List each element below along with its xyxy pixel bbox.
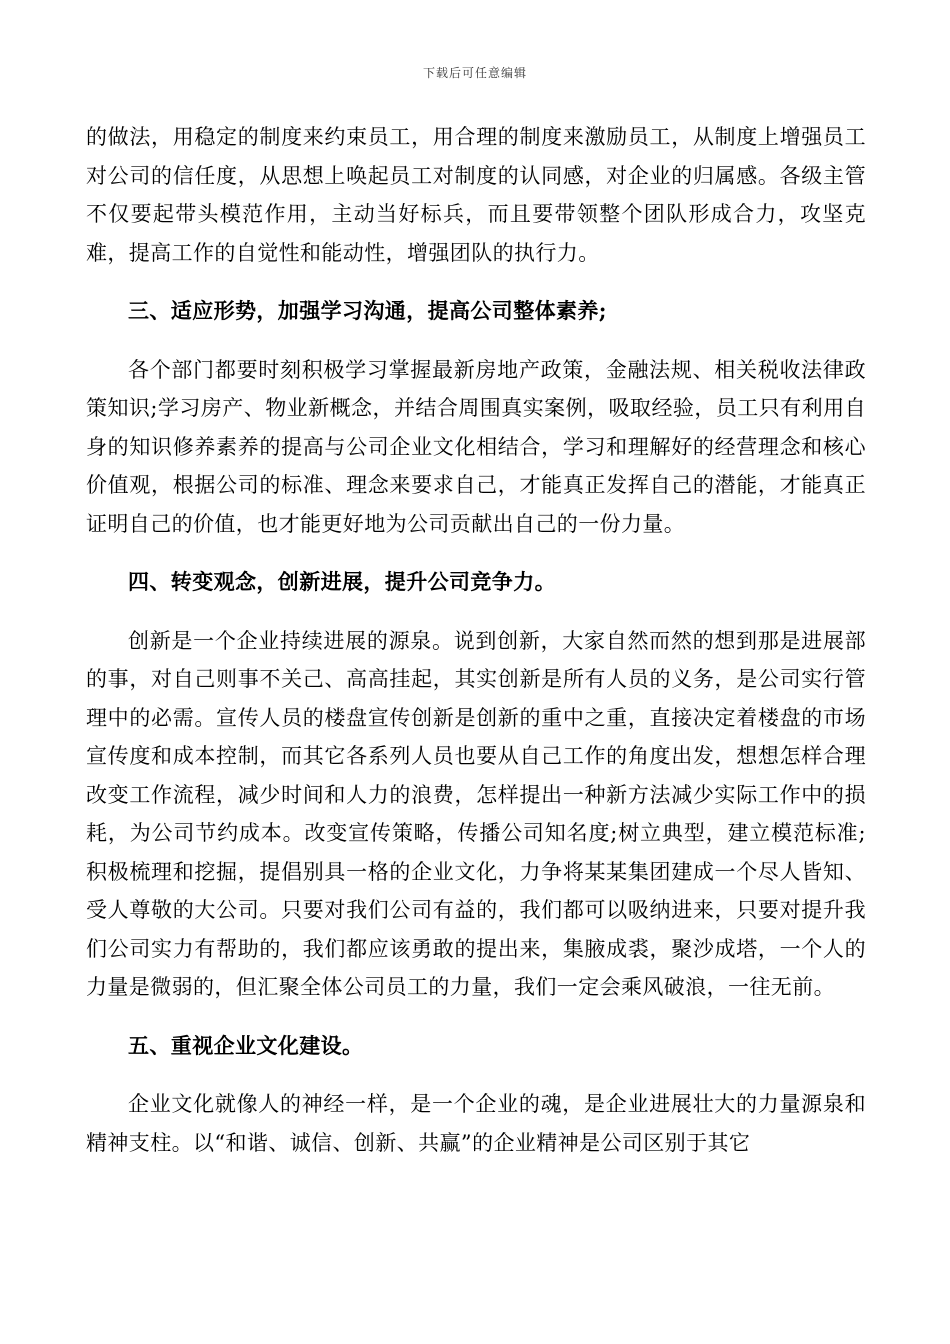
- document-body: [86, 118, 866, 1162]
- paragraph-section-5: 企业文化就像人的神经一样，是一个企业的魂，是企业进展壮大的力量源泉和精神支柱。以“和谐、诚信、创新、共赢”的企业精神是公司区别于其它: [86, 1092, 866, 1155]
- paragraph-gap: [86, 1007, 866, 1027]
- paragraph-gap: [86, 543, 866, 563]
- section-heading-4: 四、转变观念，创新进展，提升公司竞争力。: [128, 569, 556, 594]
- paragraph-continuation: 的做法，用稳定的制度来约束员工，用合理的制度来激励员工，从制度上增强员工对公司的信任度，从思想上唤起员工对制度的认同感，对企业的归属感。各级主管不仅要起带头模范作用，主动当好标兵，而且要带领整个团队形成合力，攻坚克难，提高工作的自觉性和能动性，增强团队的执行力。: [86, 125, 866, 265]
- paragraph-gap: [86, 331, 866, 351]
- paragraph-gap: [86, 272, 866, 292]
- paragraph-gap: [86, 1065, 866, 1085]
- paragraph-gap: [86, 602, 866, 622]
- paragraph-section-4: 创新是一个企业持续进展的源泉。说到创新，大家自然而然的想到那是进展部的事，对自己则事不关己、高高挂起，其实创新是所有人员的义务，是公司实行管理中的必需。宣传人员的楼盘宣传创新是创新的重中之重，直接决定着楼盘的市场宣传度和成本控制，而其它各系列人员也要从自己工作的角度出发，想想怎样合理改变工作流程，减少时间和人力的浪费，怎样提出一种新方法减少实际工作中的损耗，为公司节约成本。改变宣传策略，传播公司知名度;树立典型，建立模范标准;积极梳理和挖掘，提倡别具一格的企业文化，力争将某某集团建成一个尽人皆知、受人尊敬的大公司。只要对我们公司有益的，我们都可以吸纳进来，只要对提升我们公司实力有帮助的，我们都应该勇敢的提出来，集腋成裘，聚沙成塔，一个人的力量是微弱的，但汇聚全体公司员工的力量，我们一定会乘风破浪，一往无前。: [86, 628, 866, 999]
- section-heading-5: 五、重视企业文化建设。: [128, 1032, 364, 1058]
- paragraph-section-3: 各个部门都要时刻积极学习掌握最新房地产政策，金融法规、相关税收法律政策知识;学习房产、物业新概念，并结合周围真实案例，吸取经验，员工只有利用自身的知识修养素养的提高与公司企业文化相结合，学习和理解好的经营理念和核心价值观，根据公司的标准、理念来要求自己，才能真正发挥自己的潜能，才能真正证明自己的价值，也才能更好地为公司贡献出自己的一份力量。: [86, 357, 866, 536]
- download-note: 下载后可任意编辑: [422, 66, 527, 80]
- section-heading-3: 三、适应形势，加强学习沟通，提高公司整体素养;: [128, 298, 607, 323]
